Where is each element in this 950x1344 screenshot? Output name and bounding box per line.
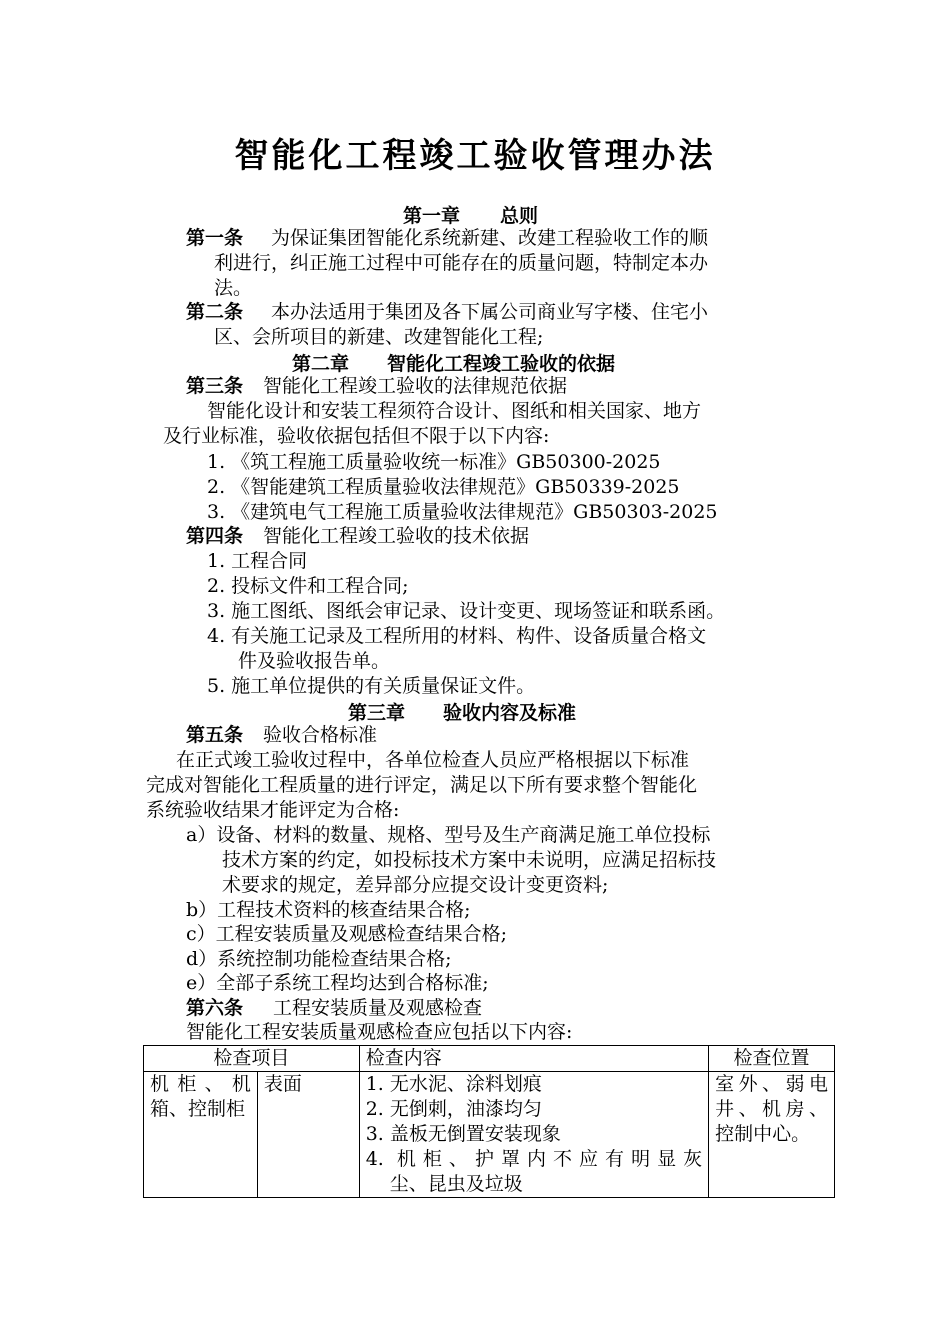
chapter-2-heading xyxy=(292,349,615,376)
table-cell: 室外、弱电井、机房、控制中心。 xyxy=(709,1072,835,1198)
list-item-continuation: 件及验收报告单。 xyxy=(238,650,391,672)
list-item: a）设备、材料的数量、规格、型号及生产商满足施工单位投标 xyxy=(186,824,711,846)
article-3-para-1: 智能化设计和安装工程须符合设计、图纸和相关国家、地方 xyxy=(207,400,702,422)
article-6-para-1: 智能化工程安装质量观感检查应包括以下内容: xyxy=(186,1021,573,1043)
article-4-text: 智能化工程竣工验收的技术依据 xyxy=(263,525,530,547)
table-cell xyxy=(359,1072,708,1198)
article-6-label: 第六条 xyxy=(186,997,244,1019)
table-list-item: 4. 机柜、护罩内不应有明显灰 xyxy=(365,1148,703,1170)
table-list-item: 2. 无倒刺，油漆均匀 xyxy=(365,1098,542,1120)
table-row xyxy=(144,1072,835,1198)
article-1-line-3: 法。 xyxy=(214,277,253,299)
chapter-3-name: 验收内容及标准 xyxy=(443,702,577,724)
article-5-para-3: 系统验收结果才能评定为合格: xyxy=(146,799,400,821)
article-5 xyxy=(186,723,377,748)
article-3-text: 智能化工程竣工验收的法律规范依据 xyxy=(263,375,568,397)
table-list-item: 1. 无水泥、涂料划痕 xyxy=(365,1073,542,1095)
list-item: 4. 有关施工记录及工程所用的材料、构件、设备质量合格文 xyxy=(207,625,707,647)
chapter-1-heading xyxy=(403,201,538,228)
article-5-para-2: 完成对智能化工程质量的进行评定，满足以下所有要求整个智能化 xyxy=(146,774,698,796)
table-list-item-continuation: 尘、昆虫及垃圾 xyxy=(389,1173,523,1195)
article-2-line-2: 区、会所项目的新建、改建智能化工程; xyxy=(214,326,544,348)
article-3-label: 第三条 xyxy=(186,375,244,397)
article-4 xyxy=(186,524,529,549)
table-cell: 机柜、机箱、控制柜 xyxy=(144,1072,258,1198)
list-item: 1. 工程合同 xyxy=(207,550,308,572)
article-3-para-2: 及行业标准，验收依据包括但不限于以下内容: xyxy=(163,425,550,447)
table-header-cell: 检查位置 xyxy=(709,1046,835,1072)
chapter-3-number: 第三章 xyxy=(348,702,406,724)
inspection-table xyxy=(143,1045,835,1198)
list-item: d）系统控制功能检查结果合格; xyxy=(186,948,452,970)
chapter-2-name: 智能化工程竣工验收的依据 xyxy=(387,353,616,375)
chapter-1-name: 总则 xyxy=(500,205,539,227)
list-item: e）全部子系统工程均达到合格标准; xyxy=(186,972,489,994)
article-1-line-2: 利进行，纠正施工过程中可能存在的质量问题，特制定本办 xyxy=(214,252,709,274)
article-1-line-1: 为保证集团智能化系统新建、改建工程验收工作的顺 xyxy=(271,227,709,249)
list-item: 5. 施工单位提供的有关质量保证文件。 xyxy=(207,675,536,697)
article-2-label: 第二条 xyxy=(186,301,244,323)
list-item: b）工程技术资料的核查结果合格; xyxy=(186,899,471,921)
list-item: 3. 施工图纸、图纸会审记录、设计变更、现场签证和联系函。 xyxy=(207,600,726,622)
list-item: 2. 投标文件和工程合同; xyxy=(207,575,409,597)
chapter-3-heading xyxy=(348,698,576,725)
article-1-label: 第一条 xyxy=(186,227,244,249)
article-5-label: 第五条 xyxy=(186,724,244,746)
article-3 xyxy=(186,374,567,399)
list-item-continuation: 技术方案的约定，如投标技术方案中未说明，应满足招标技 xyxy=(222,849,717,871)
list-item-continuation: 术要求的规定，差异部分应提交设计变更资料; xyxy=(222,874,609,896)
article-6 xyxy=(186,996,482,1021)
table-cell: 表面 xyxy=(257,1072,359,1198)
article-5-para-1: 在正式竣工验收过程中，各单位检查人员应严格根据以下标准 xyxy=(176,749,690,771)
table-header-cell: 检查项目 xyxy=(144,1046,360,1072)
article-1 xyxy=(186,226,708,251)
table-header-row xyxy=(144,1046,835,1072)
chapter-2-number: 第二章 xyxy=(292,353,350,375)
list-item: c）工程安装质量及观感检查结果合格; xyxy=(186,923,508,945)
document-title: 智能化工程竣工验收管理办法 xyxy=(234,136,716,176)
list-item: 1. 《筑工程施工质量验收统一标准》GB50300-2025 xyxy=(207,451,661,473)
table-header-cell: 检查内容 xyxy=(359,1046,708,1072)
article-6-text: 工程安装质量及观感检查 xyxy=(273,997,483,1019)
table-list-item: 3. 盖板无倒置安装现象 xyxy=(365,1123,561,1145)
article-2-line-1: 本办法适用于集团及各下属公司商业写字楼、住宅小 xyxy=(271,301,709,323)
article-2 xyxy=(186,300,708,325)
list-item: 3. 《建筑电气工程施工质量验收法律规范》GB50303-2025 xyxy=(207,501,718,523)
list-item: 2. 《智能建筑工程质量验收法律规范》GB50339-2025 xyxy=(207,476,680,498)
article-4-label: 第四条 xyxy=(186,525,244,547)
chapter-1-number: 第一章 xyxy=(403,205,461,227)
article-5-text: 验收合格标准 xyxy=(263,724,378,746)
